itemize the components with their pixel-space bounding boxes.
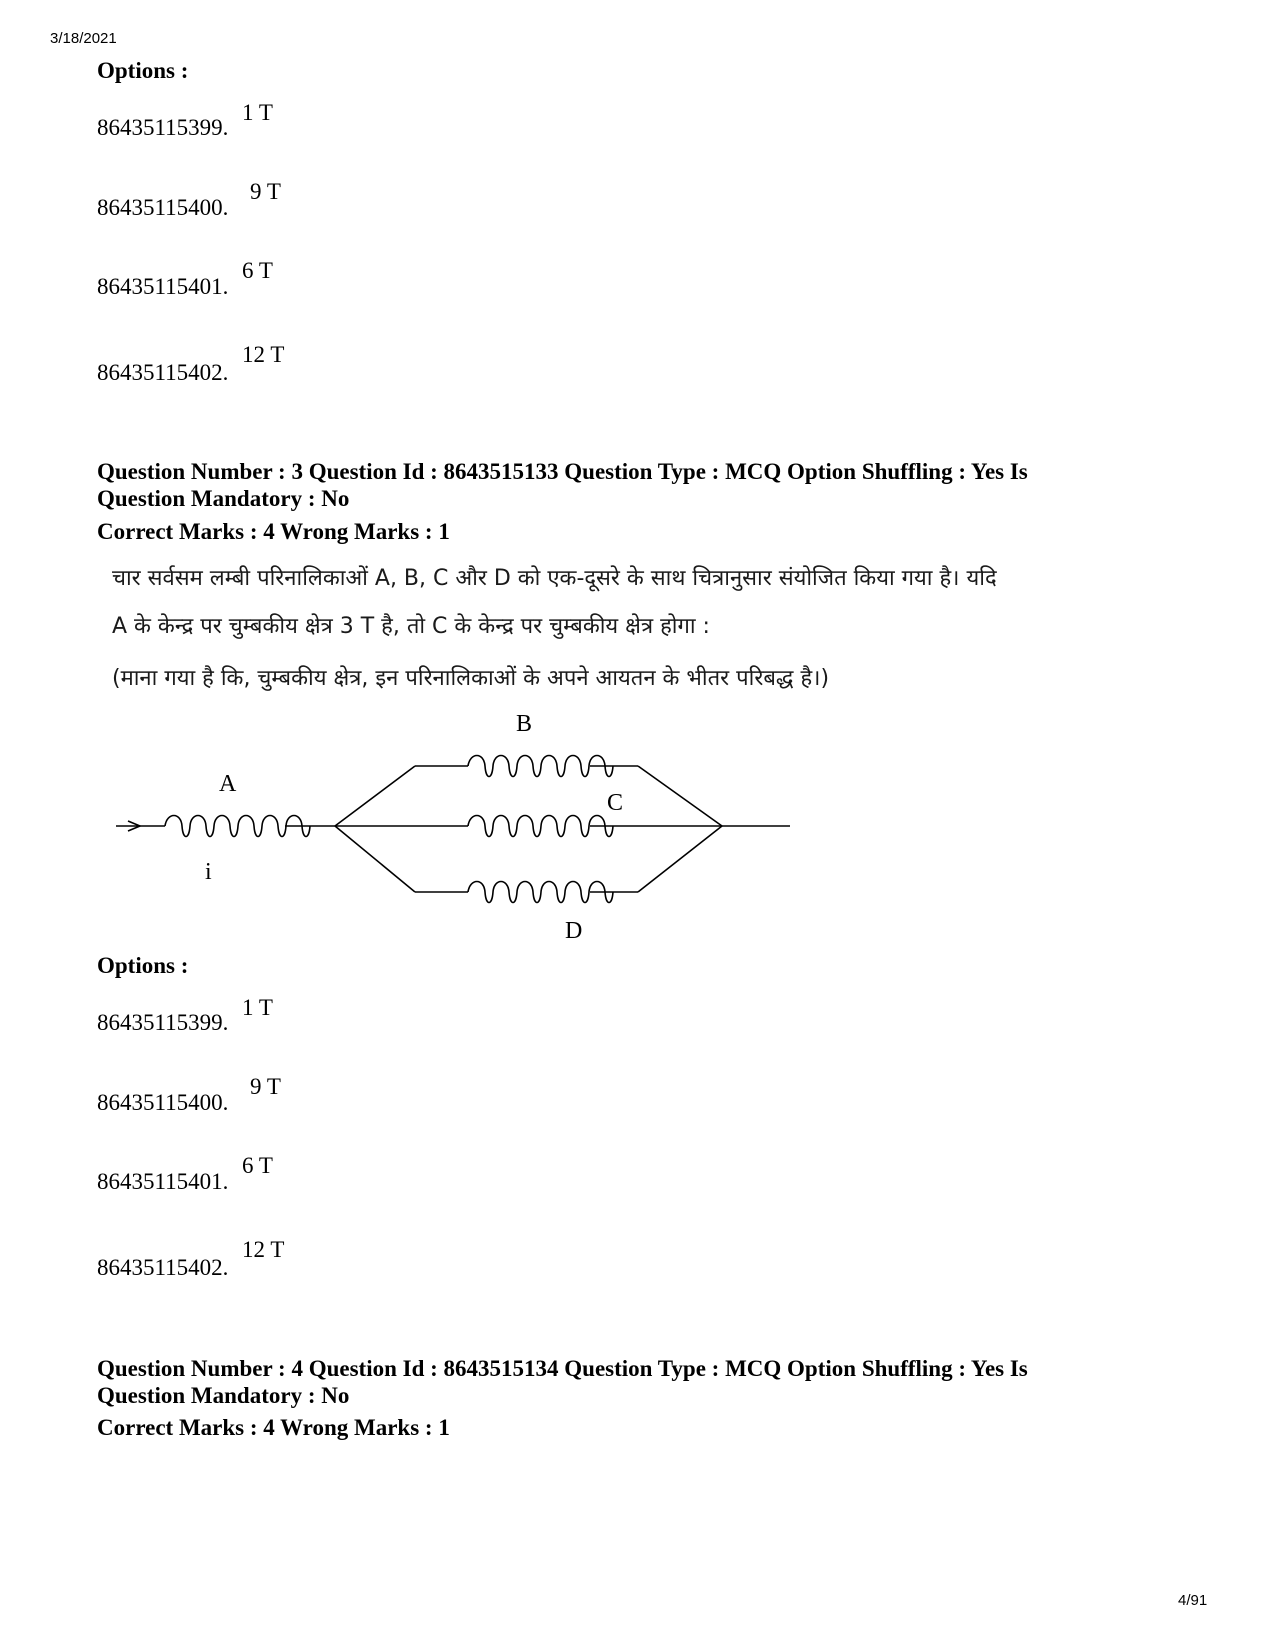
print-date: 3/18/2021	[50, 30, 117, 47]
question-text-line: A के केन्द्र पर चुम्बकीय क्षेत्र 3 T है, तो C के केन्द्र पर चुम्बकीय क्षेत्र होगा :	[112, 614, 710, 639]
question-mandatory: Question Mandatory : No	[97, 1383, 350, 1408]
question-header: Question Number : 3 Question Id : 8643515133 Question Type : MCQ Option Shuffling : Yes Is	[97, 459, 1028, 484]
question-mandatory: Question Mandatory : No	[97, 486, 350, 511]
option-id: 86435115399.	[97, 1010, 229, 1035]
question-marks: Correct Marks : 4 Wrong Marks : 1	[97, 1415, 450, 1440]
option-value: 9 T	[250, 179, 281, 204]
label-d: D	[565, 918, 583, 944]
option-id: 86435115399.	[97, 115, 229, 140]
question-text-line: चार सर्वसम लम्बी परिनालिकाओं A, B, C और D को एक-दूसरे के साथ चित्रानुसार संयोजित किया गया है। यदि	[112, 566, 997, 591]
option-value: 12 T	[242, 342, 285, 367]
option-id: 86435115400.	[97, 1090, 229, 1115]
solenoid-circuit-diagram	[0, 700, 820, 950]
question-text-line: (माना गया है कि, चुम्बकीय क्षेत्र, इन परिनालिकाओं के अपने आयतन के भीतर परिबद्ध है।)	[112, 666, 830, 691]
question-header: Question Number : 4 Question Id : 8643515134 Question Type : MCQ Option Shuffling : Yes Is	[97, 1356, 1028, 1381]
option-value: 6 T	[242, 258, 273, 283]
label-c: C	[607, 790, 624, 816]
option-id: 86435115400.	[97, 195, 229, 220]
option-id: 86435115402.	[97, 360, 229, 385]
option-id: 86435115401.	[97, 274, 229, 299]
option-id: 86435115401.	[97, 1169, 229, 1194]
options-label: Options :	[97, 953, 189, 978]
label-b: B	[516, 711, 533, 737]
option-value: 1 T	[242, 100, 273, 125]
option-id: 86435115402.	[97, 1255, 229, 1280]
option-value: 12 T	[242, 1237, 285, 1262]
label-a: A	[219, 771, 237, 797]
label-current-i: i	[205, 859, 212, 885]
option-value: 6 T	[242, 1153, 273, 1178]
option-value: 9 T	[250, 1074, 281, 1099]
page-number: 4/91	[1178, 1592, 1208, 1609]
question-marks: Correct Marks : 4 Wrong Marks : 1	[97, 519, 450, 544]
option-value: 1 T	[242, 995, 273, 1020]
options-label: Options :	[97, 58, 189, 83]
